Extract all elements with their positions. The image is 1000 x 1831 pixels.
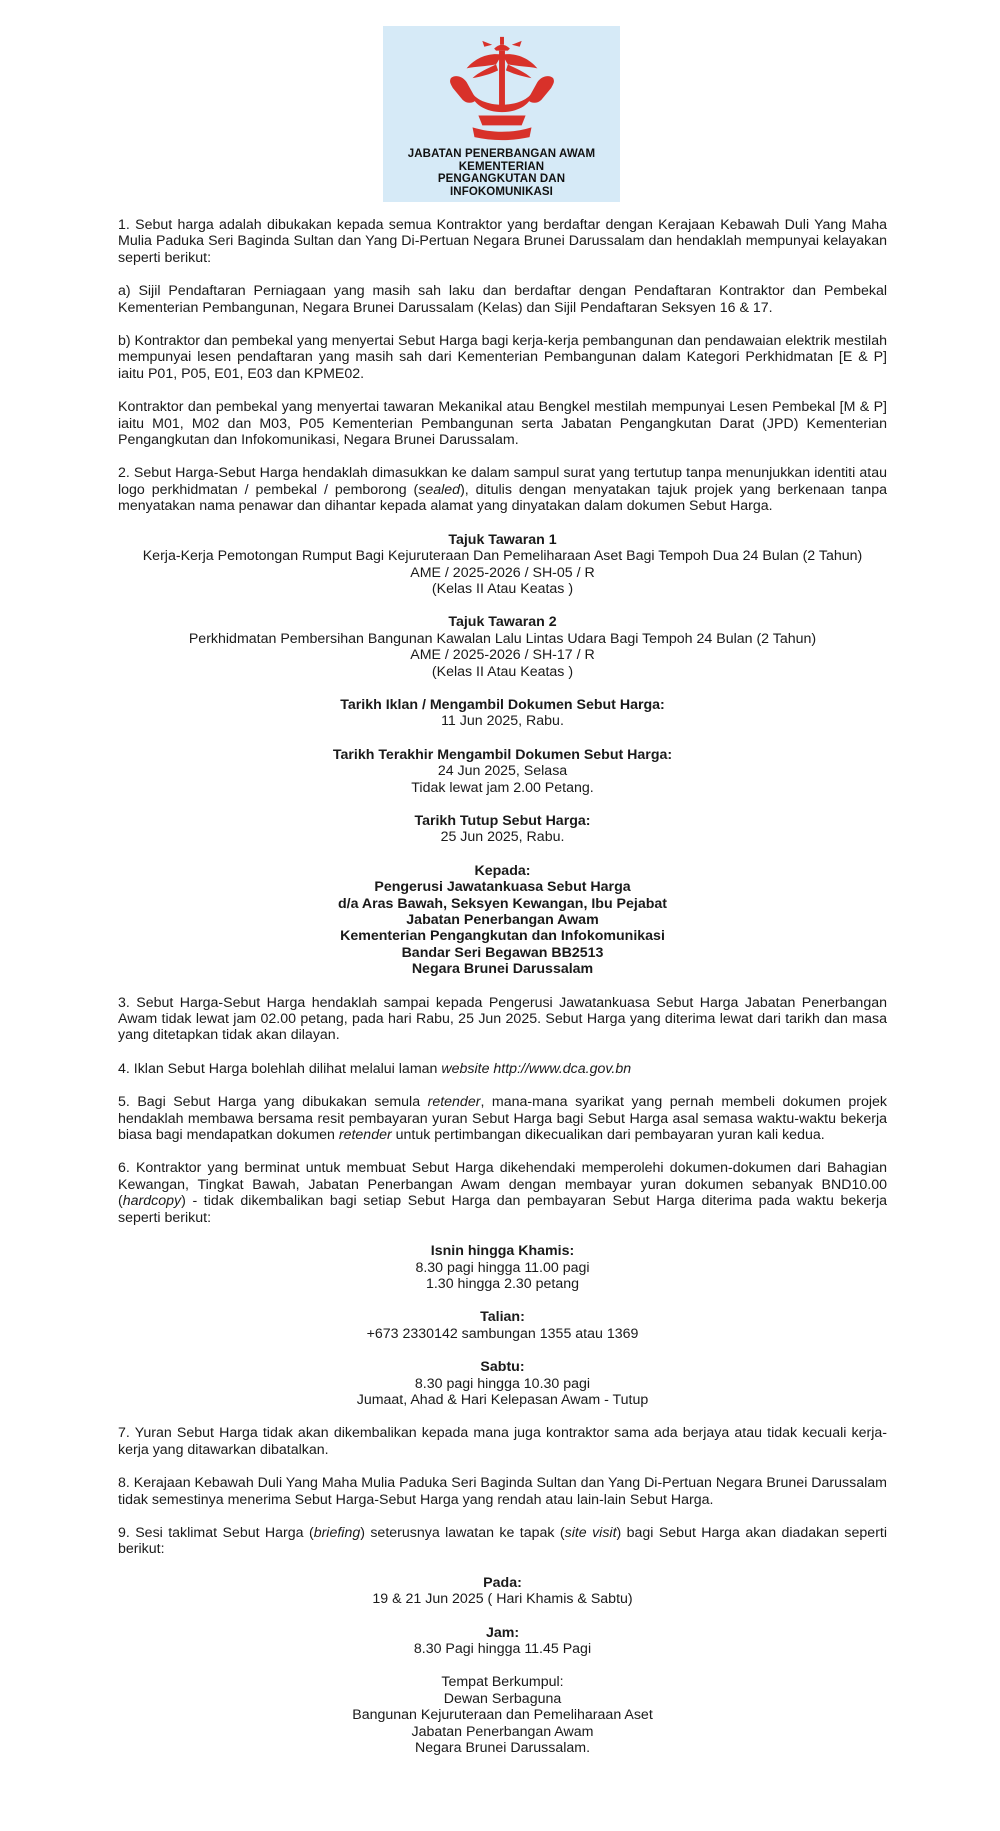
meeting-place-line: Bangunan Kejuruteraan dan Pemeliharaan Aset: [352, 1707, 653, 1724]
tender-2-block: [118, 614, 887, 680]
text-run: ) - tidak dikembalikan bagi setiap Sebut Harga dan pembayaran Sebut Harga diterima pada waktu bekerja seperti berikut:: [118, 1193, 887, 1226]
tender-2-class: (Kelas II Atau Keatas ): [431, 663, 574, 680]
weekday-hours-afternoon: 1.30 hingga 2.30 petang: [425, 1275, 580, 1292]
phone-block: [118, 1309, 887, 1342]
text-run: , mana-mana syarikat yang pernah membeli dokumen projek hendaklah membawa bersama resit pembayaran yuran Sebut Harga bagi Sebut Harga asal semasa waktu-waktu bekerja biasa bagi mendapatkan dokumen: [118, 1094, 887, 1144]
text-run: 5. Bagi Sebut Harga yang dibukakan semula: [118, 1094, 428, 1111]
italic-text: hardcopy: [122, 1193, 182, 1210]
meeting-place-heading: Tempat Berkumpul:: [441, 1674, 564, 1691]
text-run: 4. Iklan Sebut Harga bolehlah dilihat melalui laman: [118, 1060, 442, 1077]
weekday-hours-heading: Isnin hingga Khamis:: [430, 1243, 575, 1260]
text-run: 2. Sebut Harga-Sebut Harga hendaklah dimasukkan ke dalam sampul surat yang tertutup tanpa menunjukkan identiti atau logo perkhidmatan / pembekal / pemborong (: [118, 465, 887, 498]
tender-2-heading: Tajuk Tawaran 2: [448, 614, 557, 631]
paragraph-3: 3. Sebut Harga-Sebut Harga hendaklah sampai kepada Pengerusi Jawatankuasa Sebut Harga Jabatan Penerbangan Awam tidak lewat jam 02.00 petang, pada hari Rabu, 25 Jun 2025. Sebut Harga yang diterima lewat dari tarikh dan masa yang ditetapkan tidak akan dilayan.: [118, 994, 887, 1044]
text-run: 6. Kontraktor yang berminat untuk membuat Sebut Harga dikehendaki memperolehi dokumen-dokumen dari Bahagian Kewangan, Tingkat Bawah, Jabatan Penerbangan Awam dengan membayar yuran dokumen sebanyak BND10.00 (: [118, 1160, 887, 1210]
notice-body: [118, 217, 887, 1773]
paragraph-mekanikal: Kontraktor dan pembekal yang menyertai tawaran Mekanikal atau Bengkel mestilah mempunyai Lesen Pembekal [M & P] iaitu M01, M02 dan M03, P05 Kementerian Pembangunan serta Jabatan Pengangkutan Darat (JPD) Kementerian Pengangkutan dan Infokomunikasi, Negara Brunei Darussalam.: [118, 399, 887, 449]
briefing-date-block: [118, 1575, 887, 1608]
advert-date-block: [118, 697, 887, 730]
paragraph-1: 1. Sebut harga adalah dibukakan kepada semua Kontraktor yang berdaftar dengan Kerajaan Kebawah Duli Yang Maha Mulia Paduka Seri Baginda Sultan dan Yang Di-Pertuan Negara Brunei Darussalam dan hendaklah mempunyai kelayakan seperti berikut:: [118, 217, 887, 266]
closed-days: Jumaat, Ahad & Hari Kelepasan Awam - Tutup: [356, 1391, 649, 1408]
address-line: Bandar Seri Begawan BB2513: [401, 944, 604, 961]
briefing-date: 19 & 21 Jun 2025 ( Hari Khamis & Sabtu): [372, 1591, 633, 1608]
tender-2-ref: AME / 2025-2026 / SH-17 / R: [410, 647, 595, 664]
briefing-time: 8.30 Pagi hingga 11.45 Pagi: [413, 1641, 592, 1657]
address-block: [118, 863, 887, 978]
paragraph-5: [118, 1094, 887, 1143]
tender-1-ref: AME / 2025-2026 / SH-05 / R: [410, 564, 595, 581]
advert-date: 11 Jun 2025, Rabu.: [441, 713, 564, 730]
text-run: ), ditulis dengan menyatakan tajuk projek yang berkenaan tanpa menyatakan nama penawar dan dihantar kepada alamat yang dinyatakan dalam dokumen Sebut Harga.: [118, 481, 887, 515]
briefing-date-heading: Pada:: [483, 1574, 522, 1591]
italic-text: site visit: [564, 1524, 617, 1541]
text-run: ) bagi Sebut Harga akan diadakan seperti berikut:: [118, 1524, 888, 1558]
paragraph-2: [118, 465, 887, 514]
brunei-crest-icon: [443, 34, 561, 144]
phone-heading: Talian:: [480, 1309, 525, 1326]
briefing-time-heading: Jam:: [485, 1624, 520, 1641]
tender-1-class: (Kelas II Atau Keatas ): [431, 580, 574, 597]
address-line: Pengerusi Jawatankuasa Sebut Harga: [374, 879, 631, 896]
phone-number: +673 2330142 sambungan 1355 atau 1369: [366, 1325, 639, 1342]
tender-1-title: Kerja-Kerja Pemotongan Rumput Bagi Kejuruteraan Dan Pemeliharaan Aset Bagi Tempoh Dua 24 Bulan (2 Tahun): [142, 548, 863, 565]
department-title: [383, 148, 620, 198]
last-collection-heading: Tarikh Terakhir Mengambil Dokumen Sebut Harga:: [332, 746, 673, 763]
tender-1-block: [118, 532, 887, 598]
meeting-place-line: Negara Brunei Darussalam.: [414, 1740, 591, 1757]
paragraph-1b: b) Kontraktor dan pembekal yang menyertai Sebut Harga bagi kerja-kerja pembangunan dan pendawaian elektrik mestilah mempunyai lesen pendaftaran yang masih sah dari Kementerian Pembangunan dalam Kategori Perkhidmatan [E & P] iaitu P01, P05, E01, E03 dan KPME02.: [118, 333, 887, 382]
paragraph-4: [118, 1061, 887, 1077]
italic-text: retender: [338, 1127, 392, 1144]
advert-date-heading: Tarikh Iklan / Mengambil Dokumen Sebut Harga:: [340, 696, 665, 713]
closing-date-heading: Tarikh Tutup Sebut Harga:: [414, 812, 591, 829]
paragraph-7: 7. Yuran Sebut Harga tidak akan dikembalikan kepada mana juga kontraktor sama ada berjaya atau tidak kecuali kerja-kerja yang ditawarkan dibatalkan.: [118, 1425, 887, 1458]
text-run: ) seterusnya lawatan ke tapak (: [360, 1524, 565, 1541]
saturday-hours-block: [118, 1359, 887, 1408]
department-title-line: KEMENTERIAN: [458, 160, 545, 173]
saturday-hours-heading: Sabtu:: [480, 1359, 525, 1376]
tender-2-title: Perkhidmatan Pembersihan Bangunan Kawalan Lalu Lintas Udara Bagi Tempoh 24 Bulan (2 Tahun): [188, 630, 817, 647]
last-collection-date: 24 Jun 2025, Selasa: [437, 763, 568, 780]
meeting-place-line: Jabatan Penerbangan Awam: [411, 1723, 594, 1740]
last-collection-block: [118, 747, 887, 796]
italic-text: briefing: [313, 1524, 361, 1541]
website-link: website http://www.dca.gov.bn: [441, 1060, 632, 1077]
department-title-line: JABATAN PENERBANGAN AWAM: [407, 148, 596, 160]
closing-date: 25 Jun 2025, Rabu.: [440, 829, 565, 846]
text-run: 9. Sesi taklimat Sebut Harga (: [118, 1524, 314, 1541]
closing-date-block: [118, 813, 887, 846]
briefing-time-block: [118, 1625, 887, 1658]
paragraph-8: 8. Kerajaan Kebawah Duli Yang Maha Mulia Paduka Seri Baginda Sultan dan Yang Di-Pertuan Negara Brunei Darussalam tidak semestinya menerima Sebut Harga-Sebut Harga yang rendah atau lain-lain Sebut Harga.: [118, 1475, 887, 1508]
text-run: untuk pertimbangan dikecualikan dari pembayaran yuran kali kedua.: [391, 1127, 825, 1144]
address-line: Kementerian Pengangkutan dan Infokomunikasi: [340, 928, 665, 945]
italic-text: sealed: [418, 481, 461, 498]
weekday-hours-morning: 8.30 pagi hingga 11.00 pagi: [415, 1259, 590, 1276]
meeting-place-block: [118, 1674, 887, 1756]
tender-1-heading: Tajuk Tawaran 1: [448, 531, 557, 548]
weekday-hours-block: [118, 1243, 887, 1292]
header-banner: [383, 26, 620, 202]
department-title-line: INFOKOMUNIKASI: [450, 185, 553, 198]
address-line: Jabatan Penerbangan Awam: [406, 912, 599, 928]
address-line: Negara Brunei Darussalam: [411, 961, 594, 978]
department-title-line: PENGANGKUTAN DAN: [437, 173, 566, 185]
paragraph-9: [118, 1525, 887, 1558]
paragraph-1a: a) Sijil Pendaftaran Perniagaan yang masih sah laku dan berdaftar dengan Pendaftaran Kontraktor dan Pembekal Kementerian Pembangunan, Negara Brunei Darussalam (Kelas) dan Sijil Pendaftaran Seksyen 16 & 17.: [118, 283, 887, 316]
italic-text: retender: [427, 1094, 481, 1111]
saturday-hours: 8.30 pagi hingga 10.30 pagi: [414, 1375, 591, 1392]
paragraph-6: [118, 1160, 887, 1226]
address-heading: Kepada:: [474, 862, 531, 879]
address-line: d/a Aras Bawah, Seksyen Kewangan, Ibu Pejabat: [337, 895, 668, 912]
last-collection-time: Tidak lewat jam 2.00 Petang.: [411, 779, 594, 796]
meeting-place-line: Dewan Serbaguna: [443, 1690, 562, 1707]
